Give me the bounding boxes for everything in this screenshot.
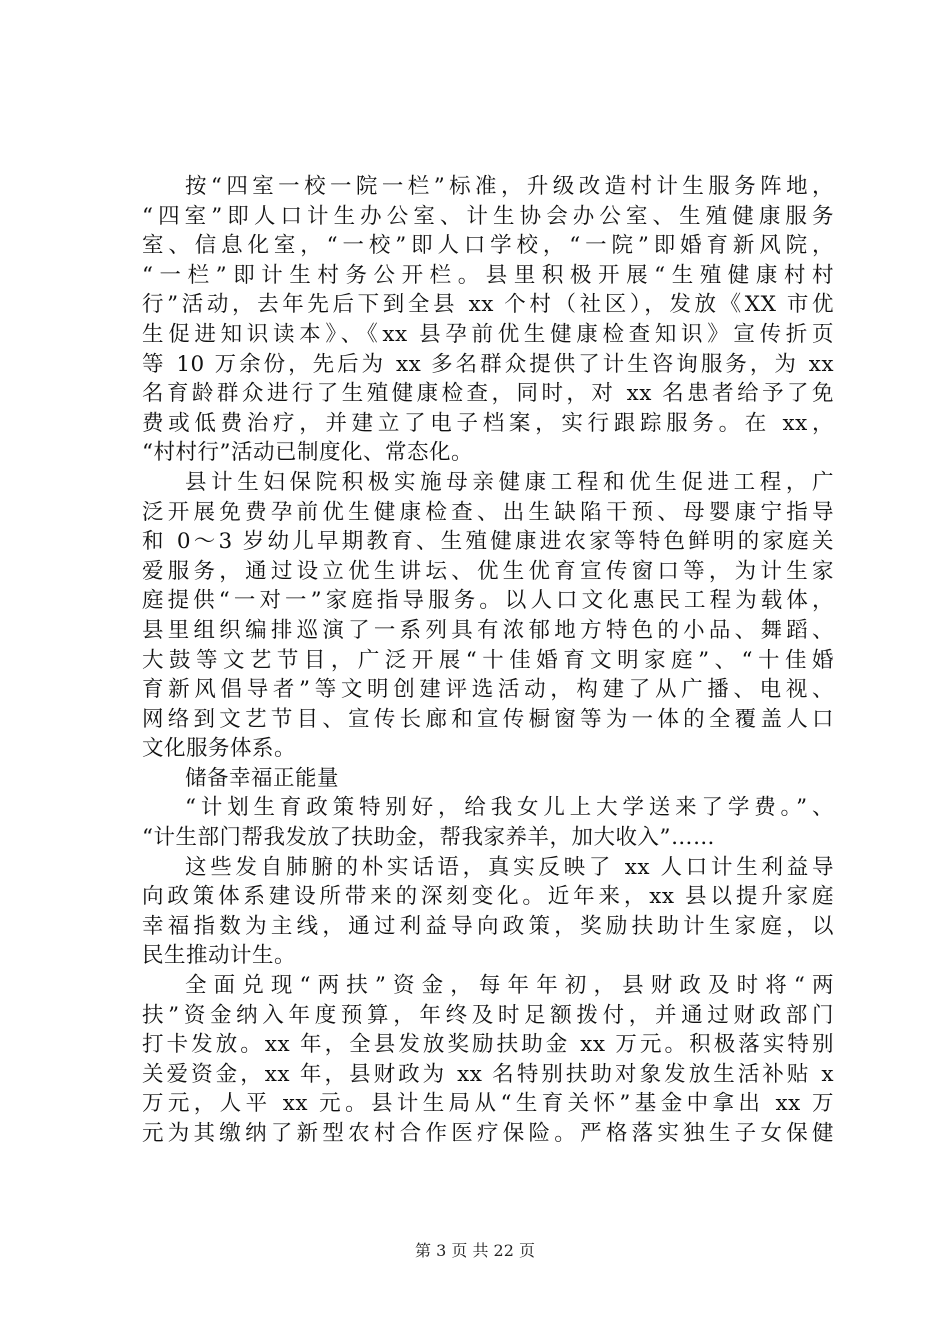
text-line: 文化服务体系。 (142, 736, 297, 762)
text-line: 县里组织编排巡演了一系列具有浓郁地方特色的小品、舞蹈、 (142, 617, 834, 643)
text-line: 和 0～3 岁幼儿早期教育、生殖健康进农家等特色鲜明的家庭关 (142, 529, 834, 555)
text-line: 室、信息化室，“一校”即人口学校，“一院”即婚育新风院， (142, 233, 834, 259)
text-line: 这些发自肺腑的朴实话语，真实反映了 xx 人口计生利益导 (185, 854, 834, 880)
text-line: 生促进知识读本》、《xx 县孕前优生健康检查知识》宣传折页 (142, 321, 834, 347)
text-line: 元为其缴纳了新型农村合作医疗保险。严格落实独生子女保健 (142, 1121, 834, 1146)
text-line: 民生推动计生。 (142, 943, 297, 969)
text-line: 县计生妇保院积极实施母亲健康工程和优生促进工程，广 (185, 469, 834, 495)
text-line: 泛开展免费孕前优生健康检查、出生缺陷干预、母婴康宁指导 (142, 499, 834, 525)
text-line: 万元，人平 xx 元。县计生局从“生育关怀”基金中拿出 xx 万 (142, 1091, 834, 1117)
text-line: “村村行”活动已制度化、常态化。 (142, 440, 473, 466)
text-line: 打卡发放。xx 年，全县发放奖励扶助金 xx 万元。积极落实特别 (142, 1032, 834, 1058)
text-line: 名育龄群众进行了生殖健康检查，同时，对 xx 名患者给予了免 (142, 381, 834, 407)
text-line: 储备幸福正能量 (185, 765, 340, 791)
text-line: 扶”资金纳入年度预算，年终及时足额拨付，并通过财政部门 (142, 1002, 834, 1028)
text-line: “计生部门帮我发放了扶助金，帮我家养羊，加大收入”…… (142, 825, 715, 851)
text-line: 费或低费治疗，并建立了电子档案，实行跟踪服务。在 xx， (142, 410, 834, 436)
page-footer: 第 3 页 共 22 页 (415, 1241, 535, 1260)
text-line: 行”活动，去年先后下到全县 xx 个村（社区），发放《XX 市优 (142, 292, 834, 318)
document-body (142, 172, 834, 1149)
text-line: 网络到文艺节目、宣传长廊和宣传橱窗等为一体的全覆盖人口 (142, 706, 834, 732)
text-line: 大鼓等文艺节目，广泛开展“十佳婚育文明家庭”、“十佳婚 (142, 647, 834, 673)
text-line: 向政策体系建设所带来的深刻变化。近年来，xx 县以提升家庭 (142, 884, 834, 910)
text-line: 育新风倡导者”等文明创建评选活动，构建了从广播、电视、 (142, 677, 834, 703)
text-line: 幸福指数为主线，通过利益导向政策，奖励扶助计生家庭，以 (142, 913, 834, 939)
text-line: 等 10 万余份，先后为 xx 多名群众提供了计生咨询服务，为 xx (142, 351, 834, 377)
text-line: 庭提供“一对一”家庭指导服务。以人口文化惠民工程为载体， (142, 588, 834, 614)
text-line: “一栏”即计生村务公开栏。县里积极开展“生殖健康村村 (142, 262, 834, 288)
text-line: 爱服务，通过设立优生讲坛、优生优育宣传窗口等，为计生家 (142, 558, 834, 584)
text-line: 全面兑现“两扶”资金，每年年初，县财政及时将“两 (185, 973, 834, 999)
text-line: “计划生育政策特别好，给我女儿上大学送来了学费。”、 (185, 795, 834, 821)
text-line: “四室”即人口计生办公室、计生协会办公室、生殖健康服务 (142, 203, 834, 229)
text-line: 按“四室一校一院一栏”标准，升级改造村计生服务阵地， (185, 174, 834, 199)
text-line: 关爱资金，xx 年，县财政为 xx 名特别扶助对象发放生活补贴 x (142, 1061, 834, 1087)
